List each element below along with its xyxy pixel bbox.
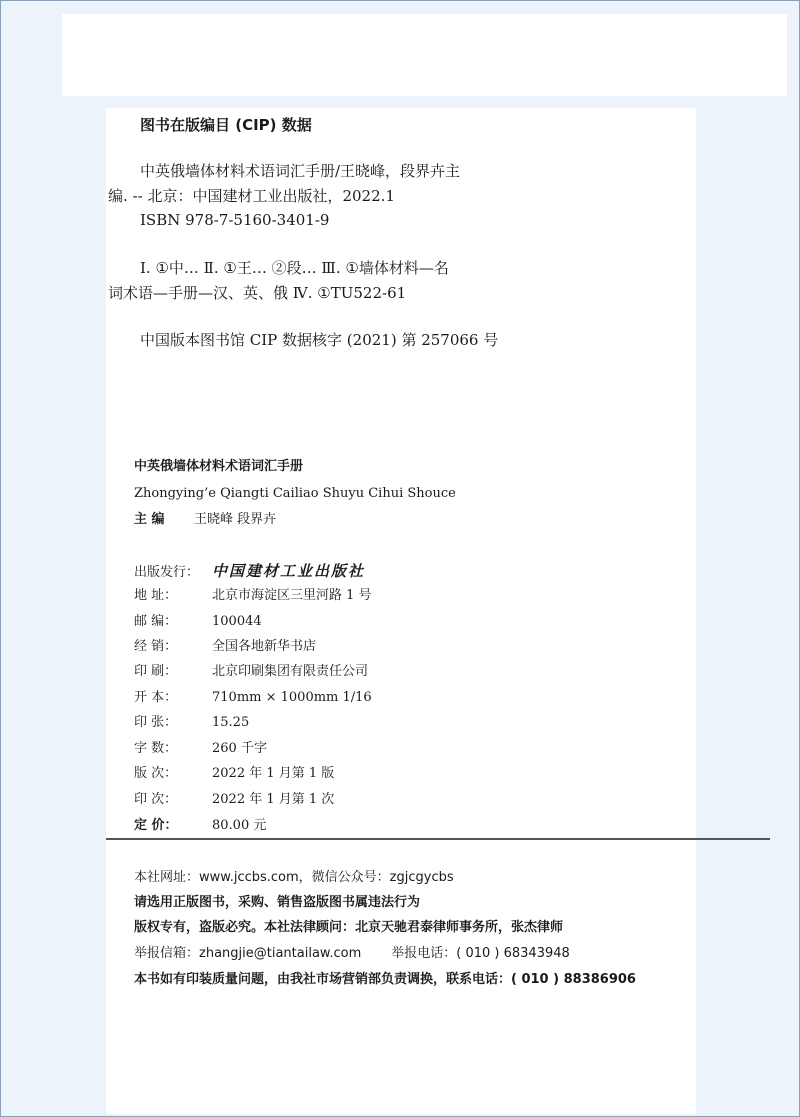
detail-label: 字 数： [134,741,178,756]
detail-value: 北京印刷集团有限责任公司 [212,664,369,679]
detail-row-price [134,817,266,835]
detail-row [134,613,262,631]
detail-label: 开 本： [134,690,178,705]
footer-legal: 版权专有，盗版必究。本社法律顾问：北京天驰君泰律师事务所，张杰律师 [134,920,564,935]
editors-names: 王晓峰 段界卉 [194,512,277,527]
detail-value: 260 千字 [212,741,267,756]
detail-row [134,714,249,732]
book-title-cn: 中英俄墙体材料术语词汇手册 [134,459,304,474]
detail-label: 版 次： [134,766,178,781]
detail-label: 印 刷： [134,664,178,679]
cip-heading: 图书在版编目 (CIP) 数据 [140,116,312,134]
detail-row [134,791,334,809]
footer-anti-piracy: 请选用正版图书，采购、销售盗版图书属违法行为 [134,895,421,910]
editors-label: 主 编 [134,512,165,527]
book-title-pinyin: Zhongying’e Qiangti Cailiao Shuyu Cihui Shouce [134,486,456,501]
detail-row [134,562,365,582]
detail-row [134,638,316,656]
detail-label: 出版发行： [134,565,200,580]
publisher-name: 中国建材工业出版社 [212,562,366,580]
top-blank-band [62,14,787,96]
detail-row [134,689,372,707]
price-value: 80.00 元 [212,818,267,833]
cip-core-number: 中国版本图书馆 CIP 数据核字 (2021) 第 257066 号 [140,331,499,349]
footer-quality: 本书如有印装质量问题，由我社市场营销部负责调换，联系电话：( 010 ) 88386906 [134,972,636,987]
detail-row [134,663,368,681]
book-editors [134,511,276,529]
detail-label: 地 址： [134,588,178,603]
report-email: 举报信箱：zhangjie@tiantailaw.com [134,946,362,961]
detail-value: 全国各地新华书店 [212,639,317,654]
detail-value: 北京市海淀区三里河路 1 号 [212,588,372,603]
detail-value: 2022 年 1 月第 1 版 [212,766,335,781]
cip-class-line-1: Ⅰ. ①中… Ⅱ. ①王… ②段… Ⅲ. ①墙体材料—名 [140,259,449,277]
cip-class-line-2: 词术语—手册—汉、英、俄 Ⅳ. ①TU522-61 [108,284,407,302]
price-label: 定 价： [134,818,178,833]
detail-row [134,587,372,605]
detail-label: 印 张： [134,715,178,730]
detail-value: 2022 年 1 月第 1 次 [212,792,335,807]
detail-value: 15.25 [212,715,250,730]
detail-row [134,740,267,758]
detail-value: 710mm × 1000mm 1/16 [212,690,372,705]
cip-isbn: ISBN 978-7-5160-3401-9 [140,211,330,229]
detail-label: 邮 编： [134,614,178,629]
detail-label: 经 销： [134,639,178,654]
cip-line-1: 中英俄墙体材料术语词汇手册/王晓峰，段界卉主 [140,162,461,180]
footer-report [134,945,570,963]
divider-line [106,838,770,840]
detail-value: 100044 [212,614,262,629]
footer-website: 本社网址：www.jccbs.com，微信公众号：zgjcgycbs [134,870,454,885]
report-phone: 举报电话：( 010 ) 68343948 [391,946,570,961]
detail-label: 印 次： [134,792,178,807]
cip-line-2: 编. -- 北京：中国建材工业出版社，2022.1 [108,187,395,205]
detail-row [134,765,334,783]
